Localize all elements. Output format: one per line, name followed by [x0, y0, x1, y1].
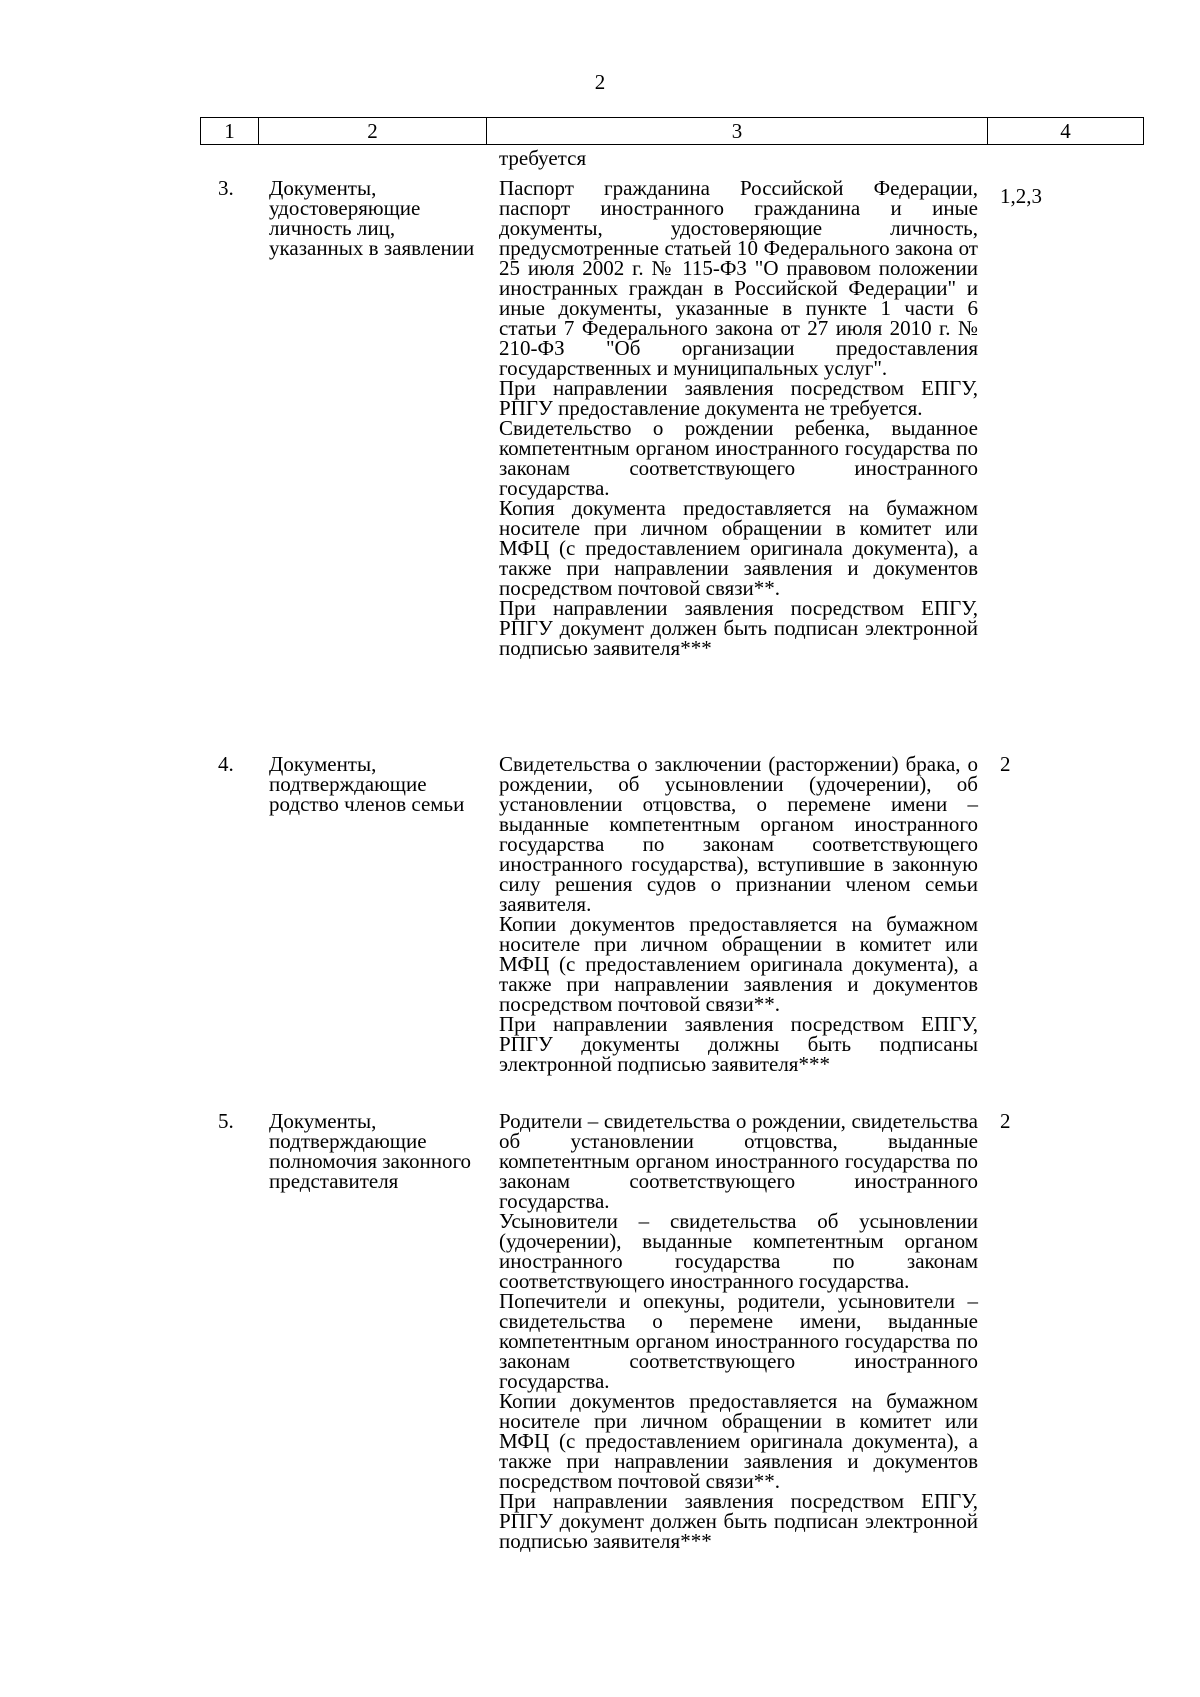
- description-paragraph: Копии документов предоставляется на бумажном носителе при личном обращении в комитет или МФЦ (с предоставлением оригинала документа), а также при направлении заявления и документов посредством почтовой связи**.: [499, 1389, 978, 1493]
- description-paragraph: При направлении заявления посредством ЕПГУ, РПГУ предоставление документа не требуется.: [499, 376, 978, 420]
- description-paragraph: Копии документов предоставляется на бумажном носителе при личном обращении в комитет или МФЦ (с предоставлением оригинала документа), а также при направлении заявления и документов посредством почтовой связи**.: [499, 912, 978, 1016]
- description-paragraph: Копия документа предоставляется на бумажном носителе при личном обращении в комитет или МФЦ (с предоставлением оригинала документа), а также при направлении заявления и документов посредством почтовой связи**.: [499, 496, 978, 600]
- continuation-text: требуется: [499, 146, 587, 170]
- row-description: [499, 1111, 978, 1551]
- row-col4: 1,2,3: [1000, 184, 1042, 208]
- row-document-name: Документы, подтверждающие полномочия законного представителя: [269, 1109, 472, 1193]
- row-number: 3.: [218, 176, 234, 200]
- description-paragraph: Свидетельства о заключении (расторжении) брака, о рождении, об усыновлении (удочерении), об установлении отцовства, о перемене имени – выданные компетентным органом иностранного государства по законам соответствующего иностранного государства), вступившие в законную силу решения судов о признании членом семьи заявителя.: [499, 752, 978, 916]
- row-document-name: Документы, удостоверяющие личность лиц, указанных в заявлении: [269, 176, 475, 260]
- row-number: 5.: [218, 1109, 234, 1133]
- description-paragraph: При направлении заявления посредством ЕПГУ, РПГУ документы должны быть подписаны электронной подписью заявителя***: [499, 1012, 978, 1076]
- table-header: [200, 117, 1144, 145]
- header-col-1: 1: [201, 118, 259, 145]
- description-paragraph: При направлении заявления посредством ЕПГУ, РПГУ документ должен быть подписан электронной подписью заявителя***: [499, 596, 978, 660]
- row-description: [499, 754, 978, 1074]
- row-col4: 2: [1000, 1109, 1011, 1133]
- row-number: 4.: [218, 752, 234, 776]
- description-paragraph: Усыновители – свидетельства об усыновлении (удочерении), выданные компетентным органом иностранного государства по законам соответствующего иностранного государства.: [499, 1209, 978, 1293]
- description-paragraph: При направлении заявления посредством ЕПГУ, РПГУ документ должен быть подписан электронной подписью заявителя***: [499, 1489, 978, 1553]
- header-col-2: 2: [259, 118, 487, 145]
- header-col-3: 3: [487, 118, 988, 145]
- description-paragraph: Попечители и опекуны, родители, усыновители – свидетельства о перемене имени, выданные компетентным органом иностранного государства по законам соответствующего иностранного государства.: [499, 1289, 978, 1393]
- row-document-name: Документы, подтверждающие родство членов семьи: [269, 752, 465, 816]
- description-paragraph: Родители – свидетельства о рождении, свидетельства об установлении отцовства, выданные компетентным органом иностранного государства по законам соответствующего иностранного государства.: [499, 1109, 978, 1213]
- row-col4: 2: [1000, 752, 1011, 776]
- row-description: [499, 178, 978, 658]
- description-paragraph: Свидетельство о рождении ребенка, выданное компетентным органом иностранного государства по законам соответствующего иностранного государства.: [499, 416, 978, 500]
- page-number: 2: [594, 70, 606, 94]
- description-paragraph: Паспорт гражданина Российской Федерации, паспорт иностранного гражданина и иные документы, удостоверяющие личность, предусмотренные статьей 10 Федерального закона от 25 июля 2002 г. № 115-ФЗ "О правовом положении иностранных граждан в Российской Федерации" и иные документы, указанные в пункте 1 части 6 статьи 7 Федерального закона от 27 июля 2010 г. № 210-ФЗ "Об организации предоставления государственных и муниципальных услуг".: [499, 176, 978, 380]
- header-col-4: 4: [988, 118, 1144, 145]
